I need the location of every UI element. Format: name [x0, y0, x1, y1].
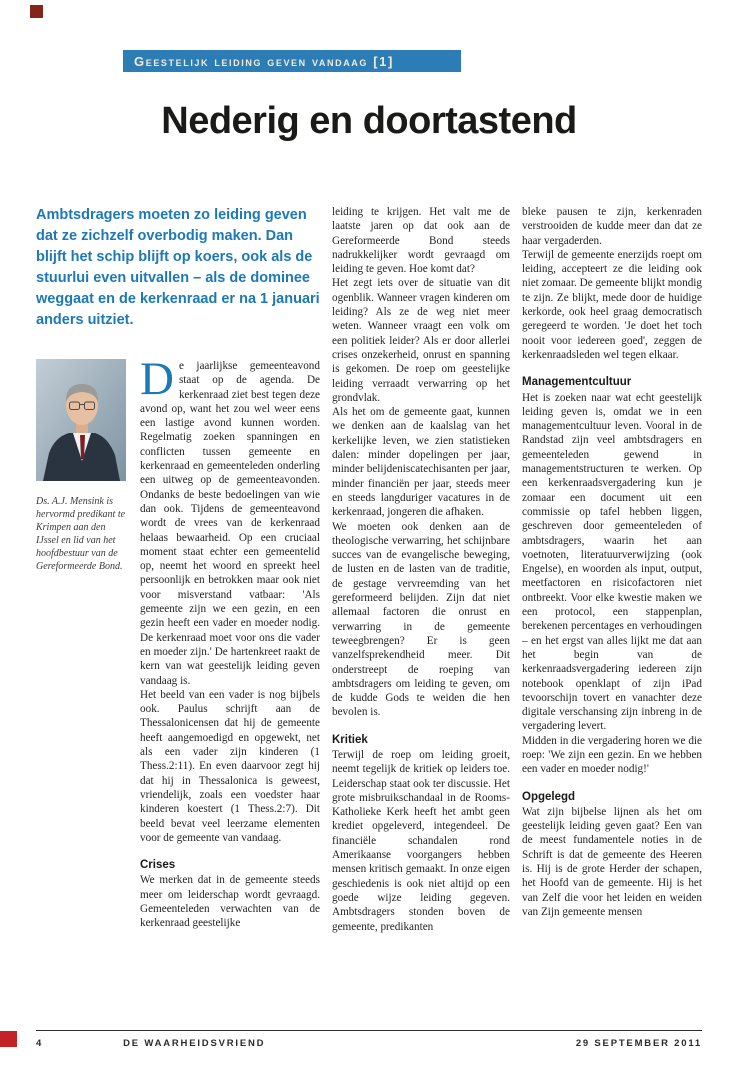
- subheading-opgelegd: Opgelegd: [522, 790, 576, 803]
- paragraph-text: e jaarlijkse gemeenteavond staat op de agenda. De kerkenraad ziet best tegen deze avond op, want het zou wel weer eens een lastige avond kunnen worden. Regelmatig zoeken spanningen en conflicten tussen gemeente en kerkenraad en gemeenteleden onderling een uitweg op de gemeenteavonden. Ondanks de beste bedoelingen van wie dan ook. Tijdens de gemeenteavond wordt de vrees van de kerkenraad helaas bewaarheid. Op een cruciaal moment staat echter een gemeentelid op, neemt het woord en spreekt heel persoonlijk en betrokken maar ook niet voor misverstand vatbaar: 'Als gemeente zijn we een gezin, en een gezin heeft een vader en moeder nodig. De kerkenraad moet voor ons die vader en moeder zijn.' De hartenkreet raakt de kern van wat geestelijk leiding geven vandaag is.: [140, 360, 320, 687]
- column-1-text: [140, 353, 320, 931]
- column-3: [522, 205, 702, 1027]
- paragraph: We moeten ook denken aan de theologische verwarring, het schijnbare succes van de evangelische beweging, de lusten en de lasten van de traditie, de gestage vervreemding van het gereformeerd belijden. Zijn dat niet allemaal factoren die onrust en verwarring in de gemeente teweegbrengen? Er is geen vanzelfsprekendheid meer. Dit onderstreept de roeping van ambtsdragers om leiding te geven, om de kudde Gods te weiden die hen bevolen is.: [332, 520, 510, 719]
- paragraph: Het is zoeken naar wat echt geestelijk leiding geven is, omdat we in een managementcultuur leven. Vooral in de Randstad zijn veel ambtsdragers en gemeenteleden gewend in managementstructuren te werken. Op een kerkenraadsvergadering kun je zomaar een document uit een commissie op tafel hebben liggen, geschreven door gemeenteleden of ambtsdragers, waarin het aan voetnoten, literatuurverwijzing (ook Engelse), en woorden als input, output, meetfactoren en risicofactoren niet ontbreekt. Voor elke kwestie maken we een protocol, een stappenplan, berekenen percentages en verhoudingen – en het ergst van alles lijkt me dat aan het begin van de kerkenraadsvergadering iedereen zijn notebook openklapt of zijn iPad tevoorschijn tovert en vanachter deze digitale verschansing zijn inbreng in de vergadering levert.: [522, 391, 702, 733]
- bottom-left-red-square: [0, 1031, 17, 1047]
- dropcap: D: [140, 353, 174, 405]
- column-1-body: [36, 353, 320, 931]
- subheading-managementcultuur: Managementcultuur: [522, 376, 632, 389]
- paragraph: leiding te krijgen. Het valt me de laatste jaren op dat ook aan de Gereformeerde Bond steeds nadrukkelijker wordt gevraagd om leiding te geven. Hoe komt dat?: [332, 206, 510, 276]
- issue-date: 29 SEPTEMBER 2011: [575, 1038, 702, 1049]
- column-1: [36, 205, 320, 1027]
- journal-name: DE WAARHEIDSVRIEND: [123, 1038, 266, 1049]
- paragraph: Als het om de gemeente gaat, kunnen we denken aan de kaalslag van het kerkelijke leven, we zien statistieken dalen: minder dopelingen per jaar, minder belijdeniscatechisanten per jaar, minder financiën per jaar, steeds meer en steeds langduriger vacatures in de kerkenraad, jongeren die afhaken.: [332, 406, 510, 519]
- subheading-crises: Crises: [140, 859, 176, 872]
- article-title: Nederig en doortastend: [161, 100, 577, 142]
- paragraph: Midden in die vergadering horen we die roep: 'We zijn een gezin. En we hebben een vader en moeder nodig!': [522, 734, 702, 776]
- paragraph: Het beeld van een vader is nog bijbels ook. Paulus schrijft aan de Thessalonicensen dat hij de gemeente heeft aangemoedigd en opgewekt, net als een vader zijn kinderen (1 Thess.2:11). En even daarvoor zegt hij dat hij in Thessalonica is geweest, vriendelijk, zoals een voedster haar kinderen koestert (1 Thess.2:7). Dit beeld bevat veel leerzame elementen voor de gemeente van vandaag.: [140, 688, 320, 844]
- kicker-label: Geestelijk leiding geven vandaag [1]: [134, 53, 394, 69]
- paragraph: Terwijl de roep om leiding groeit, neemt tegelijk de kritiek op leiders toe. Leiderschap staat ook ter discussie. Het grote misbruikschandaal in de Rooms-Katholieke Kerk heeft het ambt geen krediet opgeleverd, integendeel. De financiële schandalen rond Amerikaanse voorgangers hebben mensen kritisch gemaakt. In onze eigen geschiedenis is ook niet altijd op een goede wijze leiding gegeven. Ambtsdragers stonden boven de gemeente, predikanten: [332, 748, 510, 933]
- paragraph: [140, 353, 320, 688]
- paragraph: Het zegt iets over de situatie van dit ogenblik. Wanneer vragen kinderen om leiding? Als ze de weg niet meer weten. Wanneer vraagt een volk om een politiek leider? Als er door allerlei crises onzekerheid, onrust en spanning is gekomen. De roep om geestelijke leiding verraadt verwarring op het grondvlak.: [332, 277, 510, 404]
- top-left-red-square: [30, 5, 43, 18]
- portrait-photo: [36, 359, 126, 481]
- subheading-kritiek: Kritiek: [332, 733, 368, 746]
- article-body: [36, 205, 702, 1027]
- paragraph: bleke pausen te zijn, kerkenraden verstrooiden de kudde meer dan dat ze haar vergaderden.: [522, 206, 702, 247]
- paragraph: Wat zijn bijbelse lijnen als het om geestelijk leiding geven gaat? Een van de meest fundamentele noties in de Schrift is dat de gemeente des Heeren is. Hij is de grote Herder der schapen, het Hoofd van de gemeente. Hij is het van Zelf die voor het leiden en weiden van Zijn gemeente mensen: [522, 805, 702, 918]
- column-2: [332, 205, 510, 1027]
- kicker-bar: [123, 50, 461, 72]
- page-footer: [36, 1030, 702, 1049]
- photo-column: [36, 359, 126, 931]
- page-number: 4: [36, 1038, 44, 1049]
- photo-caption: Ds. A.J. Mensink is hervormd predikant te Krimpen aan den IJssel en lid van het hoofdbestuur van de Gereformeerde Bond.: [36, 496, 126, 572]
- paragraph: We merken dat in de gemeente steeds meer om leiderschap wordt gevraagd. Gemeenteleden verwachten van de kerkenraad geestelijke: [140, 874, 320, 930]
- paragraph: Terwijl de gemeente enerzijds roept om leiding, accepteert ze die leiding ook niet zomaar. De gemeente blijkt mondig te zijn. Ze blijkt, mede door de huidige kerkorde, ook heel graag democratisch geregeerd te worden. 'Je doet het toch nooit voor iedereen goed', zeggen de kerkenraadsleden wel tegen elkaar.: [522, 248, 702, 361]
- article-intro: Ambtsdragers moeten zo leiding geven dat ze zichzelf overbodig maken. Dan blijft het schip blijft op koers, ook als de stuurlui even uitvallen – als de dominee weggaat en de kerkenraad er na 1 januari anders uitziet.: [36, 207, 320, 328]
